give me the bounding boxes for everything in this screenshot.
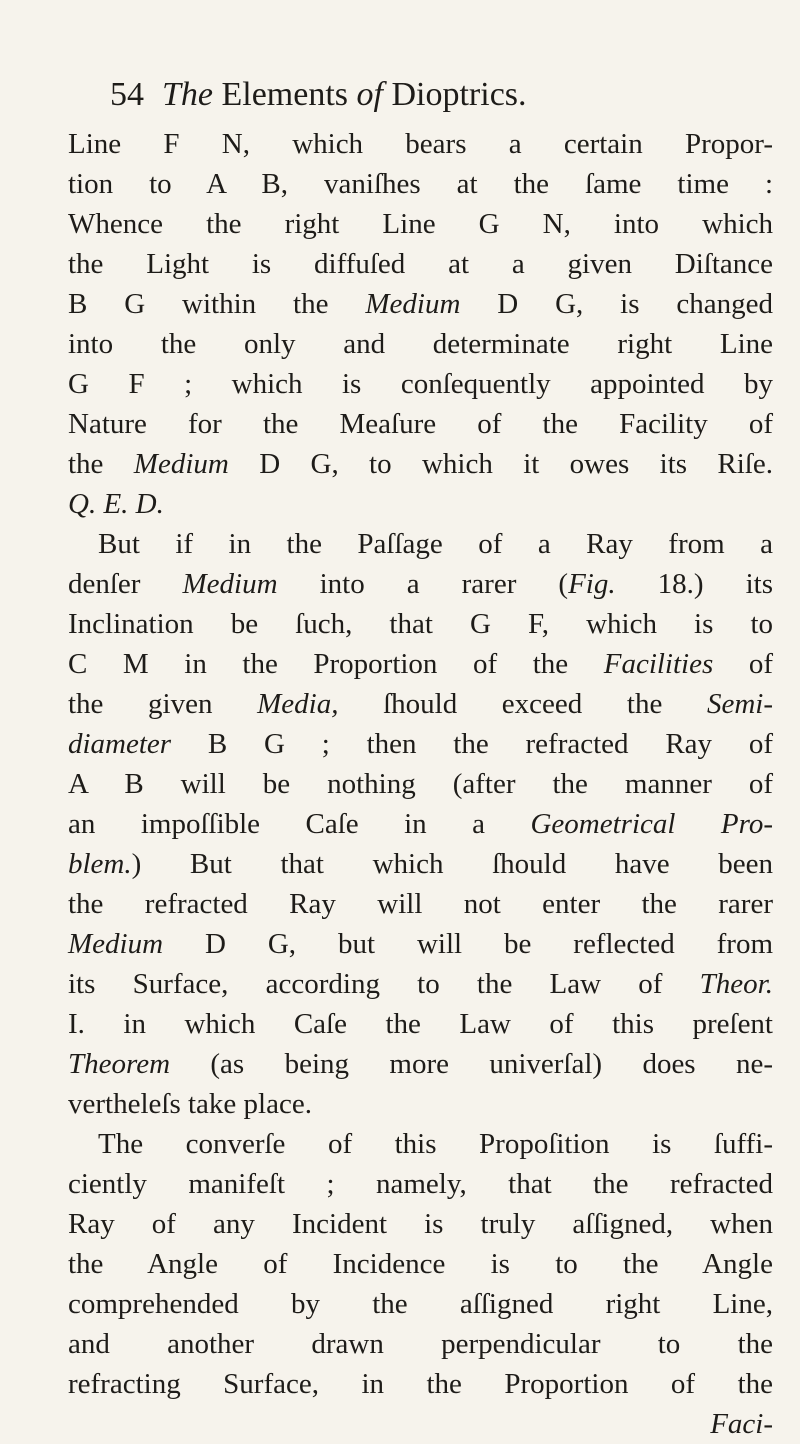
text-segment: the refracted Ray will not enter the rarer — [68, 888, 773, 920]
text-line — [68, 804, 773, 844]
text-line — [68, 124, 773, 164]
text-line — [68, 364, 773, 404]
italic-text: diameter — [68, 728, 172, 760]
text-segment: Line F N, which bears a certain Propor- — [68, 128, 773, 160]
text-line — [68, 844, 773, 884]
text-segment: into the only and determinate right Line — [68, 328, 773, 360]
header-title-of: of — [356, 76, 383, 113]
italic-text: Media, — [257, 688, 339, 720]
text-line — [68, 324, 773, 364]
text-line — [68, 1324, 773, 1364]
text-line — [68, 604, 773, 644]
text-line — [68, 1284, 773, 1324]
text-line — [68, 1164, 773, 1204]
text-line — [68, 484, 773, 524]
text-segment: its Surface, according to the Law of — [68, 968, 700, 1000]
text-segment: Inclination be ſuch, that G F, which is to — [68, 608, 773, 640]
text-line — [68, 1204, 773, 1244]
text-segment: ciently manifeſt ; namely, that the refracted — [68, 1168, 773, 1200]
text-line — [68, 964, 773, 1004]
italic-text: Medium — [68, 928, 164, 960]
text-segment: vertheleſs take place. — [68, 1088, 312, 1120]
text-line — [68, 724, 773, 764]
text-line — [68, 244, 773, 284]
text-line — [68, 1084, 773, 1124]
text-line — [68, 684, 773, 724]
italic-text: Medium — [365, 288, 461, 320]
italic-text: Theor. — [699, 968, 773, 1000]
text-segment: ) But that which ſhould have been — [131, 848, 773, 880]
italic-text: Theorem — [68, 1048, 171, 1080]
text-line — [68, 1044, 773, 1084]
page-number: 54 — [110, 76, 144, 113]
italic-text: Q. E. D. — [68, 488, 164, 520]
text-line — [68, 1364, 773, 1404]
text-line — [68, 284, 773, 324]
text-line — [68, 1124, 773, 1164]
italic-text: Geometrical Pro- — [530, 808, 773, 840]
body-text — [68, 124, 773, 1444]
italic-text: Fig. — [568, 568, 616, 600]
text-segment: refracting Surface, in the Proportion of the — [68, 1368, 773, 1400]
text-segment: A B will be nothing (after the manner of — [68, 768, 773, 800]
text-line — [68, 524, 773, 564]
text-segment: tion to A B, vaniſhes at the ſame time : — [68, 168, 773, 200]
text-segment: C M in the Proportion of the — [68, 648, 604, 680]
text-segment: of — [713, 648, 773, 680]
text-segment: D G, to which it owes its Riſe. — [228, 448, 773, 480]
text-segment: ſhould exceed the — [338, 688, 707, 720]
italic-text: Facilities — [603, 648, 714, 680]
catchword — [68, 1404, 773, 1444]
text-segment: denſer — [68, 568, 183, 600]
text-segment: into a rarer ( — [277, 568, 569, 600]
running-header — [110, 70, 750, 120]
header-title-dioptrics: Dioptrics. — [391, 76, 527, 113]
text-segment: B G ; then the refracted Ray of — [171, 728, 773, 760]
italic-text: Medium — [133, 448, 229, 480]
text-line — [68, 1004, 773, 1044]
italic-text: Faci- — [710, 1408, 773, 1440]
text-line — [68, 564, 773, 604]
text-segment: The converſe of this Propoſition is ſuffi- — [98, 1128, 773, 1160]
header-title-the: The — [162, 76, 213, 113]
text-segment: But if in the Paſſage of a Ray from a — [98, 528, 773, 560]
italic-text: blem. — [68, 848, 132, 880]
text-segment: an impoſſible Caſe in a — [68, 808, 531, 840]
text-segment: Nature for the Meaſure of the Facility of — [68, 408, 773, 440]
text-segment: Whence the right Line G N, into which — [68, 208, 773, 240]
text-segment: Ray of any Incident is truly aſſigned, when — [68, 1208, 773, 1240]
text-segment: D G, is changed — [460, 288, 773, 320]
text-line — [68, 884, 773, 924]
italic-text: Semi- — [706, 688, 774, 720]
text-segment: I. in which Caſe the Law of this preſent — [68, 1008, 773, 1040]
text-segment: the — [68, 448, 134, 480]
text-segment: B G within the — [68, 288, 366, 320]
text-line — [68, 444, 773, 484]
text-line — [68, 204, 773, 244]
text-line — [68, 764, 773, 804]
text-segment: G F ; which is conſequently appointed by — [68, 368, 773, 400]
text-line — [68, 164, 773, 204]
text-line — [68, 1244, 773, 1284]
text-segment: and another drawn perpendicular to the — [68, 1328, 773, 1360]
text-segment: 18.) its — [615, 568, 773, 600]
text-segment: the Angle of Incidence is to the Angle — [68, 1248, 773, 1280]
text-line — [68, 924, 773, 964]
text-segment: the given — [68, 688, 258, 720]
italic-text: Medium — [182, 568, 278, 600]
text-segment: (as being more univerſal) does ne- — [170, 1048, 773, 1080]
text-segment: D G, but will be reflected from — [163, 928, 773, 960]
text-line — [68, 644, 773, 684]
text-line — [68, 404, 773, 444]
text-segment: the Light is diffuſed at a given Diſtance — [68, 248, 773, 280]
text-segment: comprehended by the aſſigned right Line, — [68, 1288, 773, 1320]
header-title-elements: Elements — [221, 76, 349, 113]
